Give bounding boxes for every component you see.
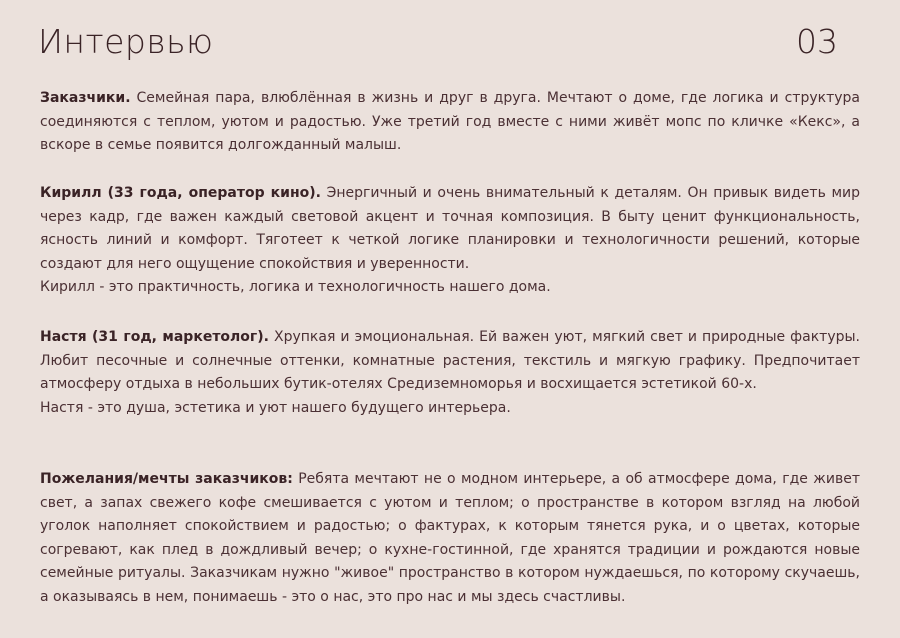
- section-clients: [40, 87, 860, 158]
- nastya-text: Хрупкая и эмоциональная. Ей важен уют, мягкий свет и природные фактуры. Любит песочные и солнечные оттенки, комнатные растения, текстиль и мягкую графику. Предпочитает атмосферу отдыха в небольших бутик-отелях Средиземноморья и восхищается эстетикой 60-х.: [40, 329, 860, 392]
- page-number: 03: [796, 22, 838, 61]
- clients-text: Семейная пара, влюблённая в жизнь и друг в друга. Мечтают о доме, где логика и структура соединяются с теплом, уютом и радостью. Уже третий год вместе с ними живёт мопс по кличке «Кекс», а вскоре в семье появится долгожданный малыш.: [40, 90, 860, 153]
- nastya-paragraph: [40, 326, 860, 397]
- section-wishes: [40, 468, 860, 609]
- kirill-text: Энергичный и очень внимательный к деталям. Он привык видеть мир через кадр, где важен каждый световой акцент и точная композиция. В быту ценит функциональность, ясность линий и комфорт. Тяготеет к четкой логике планировки и технологичности решений, которые создают для него ощущение спокойствия и уверенности.: [40, 185, 860, 272]
- kirill-lead: Кирилл (33 года, оператор кино).: [40, 185, 321, 201]
- kirill-paragraph: [40, 182, 860, 276]
- clients-paragraph: [40, 87, 860, 158]
- section-nastya: [40, 326, 860, 420]
- section-kirill: [40, 182, 860, 300]
- nastya-lead: Настя (31 год, маркетолог).: [40, 329, 269, 345]
- wishes-text: Ребята мечтают не о модном интерьере, а об атмосфере дома, где живет свет, а запах свежего кофе смешивается с уютом и теплом; о пространстве в котором взгляд на любой уголок наполняет спокойствием и радостью; о фактурах, к которым тянется рука, и о цветах, которые согревают, как плед в дождливый вечер; о кухне-гостинной, где хранятся традиции и рождаются новые семейные ритуалы. Заказчикам нужно "живое" пространство в котором нуждаешься, по которому скучаешь, а оказываясь в нем, понимаешь - это о нас, это про нас и мы здесь счастливы.: [40, 471, 860, 605]
- wishes-paragraph: [40, 468, 860, 609]
- kirill-summary: Кирилл - это практичность, логика и технологичность нашего дома.: [40, 279, 551, 295]
- nastya-summary: Настя - это душа, эстетика и уют нашего будущего интерьера.: [40, 399, 511, 416]
- wishes-lead: Пожелания/мечты заказчиков:: [40, 471, 293, 487]
- clients-lead: Заказчики.: [40, 90, 131, 106]
- page-title: Интервью: [38, 22, 214, 61]
